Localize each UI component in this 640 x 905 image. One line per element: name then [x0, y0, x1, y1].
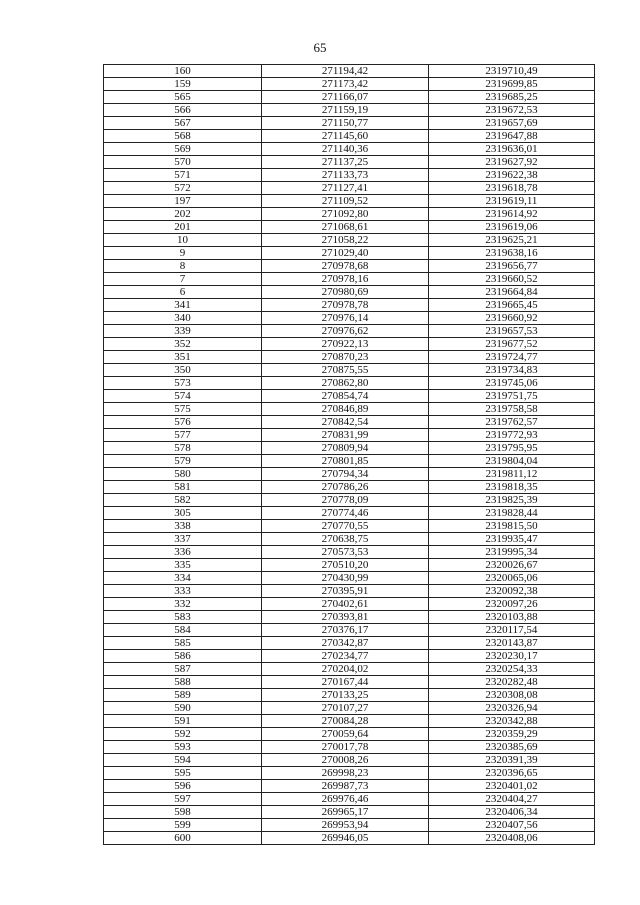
y-coordinate-cell: 2319657,53 — [429, 325, 595, 338]
table-row — [104, 520, 595, 533]
x-coordinate-cell: 271173,42 — [262, 78, 429, 91]
table-row — [104, 130, 595, 143]
point-number-cell: 590 — [104, 702, 262, 715]
point-number-cell: 202 — [104, 208, 262, 221]
x-coordinate-cell: 271166,07 — [262, 91, 429, 104]
y-coordinate-cell: 2319627,92 — [429, 156, 595, 169]
table-row — [104, 494, 595, 507]
table-row — [104, 390, 595, 403]
y-coordinate-cell: 2319657,69 — [429, 117, 595, 130]
x-coordinate-cell: 271150,77 — [262, 117, 429, 130]
x-coordinate-cell: 270107,27 — [262, 702, 429, 715]
point-number-cell: 9 — [104, 247, 262, 260]
y-coordinate-cell: 2319699,85 — [429, 78, 595, 91]
y-coordinate-cell: 2319672,53 — [429, 104, 595, 117]
x-coordinate-cell: 271092,80 — [262, 208, 429, 221]
y-coordinate-cell: 2319625,21 — [429, 234, 595, 247]
table-row — [104, 78, 595, 91]
x-coordinate-cell: 270778,09 — [262, 494, 429, 507]
x-coordinate-cell: 270133,25 — [262, 689, 429, 702]
point-number-cell: 584 — [104, 624, 262, 637]
point-number-cell: 567 — [104, 117, 262, 130]
point-number-cell: 596 — [104, 780, 262, 793]
point-number-cell: 569 — [104, 143, 262, 156]
point-number-cell: 575 — [104, 403, 262, 416]
table-row — [104, 611, 595, 624]
x-coordinate-cell: 271058,22 — [262, 234, 429, 247]
point-number-cell: 598 — [104, 806, 262, 819]
table-row — [104, 663, 595, 676]
point-number-cell: 340 — [104, 312, 262, 325]
y-coordinate-cell: 2320408,06 — [429, 832, 595, 845]
y-coordinate-cell: 2319772,93 — [429, 429, 595, 442]
table-row — [104, 65, 595, 78]
x-coordinate-cell: 271068,61 — [262, 221, 429, 234]
point-number-cell: 8 — [104, 260, 262, 273]
y-coordinate-cell: 2319647,88 — [429, 130, 595, 143]
y-coordinate-cell: 2319660,52 — [429, 273, 595, 286]
point-number-cell: 578 — [104, 442, 262, 455]
table-row — [104, 806, 595, 819]
table-row — [104, 481, 595, 494]
x-coordinate-cell: 270430,99 — [262, 572, 429, 585]
table-row — [104, 221, 595, 234]
table-row — [104, 143, 595, 156]
y-coordinate-cell: 2319614,92 — [429, 208, 595, 221]
table-row — [104, 728, 595, 741]
y-coordinate-cell: 2319795,95 — [429, 442, 595, 455]
x-coordinate-cell: 270831,99 — [262, 429, 429, 442]
x-coordinate-cell: 270862,80 — [262, 377, 429, 390]
point-number-cell: 582 — [104, 494, 262, 507]
point-number-cell: 7 — [104, 273, 262, 286]
point-number-cell: 332 — [104, 598, 262, 611]
x-coordinate-cell: 271140,36 — [262, 143, 429, 156]
x-coordinate-cell: 270794,34 — [262, 468, 429, 481]
point-number-cell: 577 — [104, 429, 262, 442]
x-coordinate-cell: 270978,16 — [262, 273, 429, 286]
y-coordinate-cell: 2320401,02 — [429, 780, 595, 793]
x-coordinate-cell: 271194,42 — [262, 65, 429, 78]
point-number-cell: 587 — [104, 663, 262, 676]
x-coordinate-cell: 270976,62 — [262, 325, 429, 338]
point-number-cell: 337 — [104, 533, 262, 546]
table-row — [104, 91, 595, 104]
point-number-cell: 338 — [104, 520, 262, 533]
point-number-cell: 581 — [104, 481, 262, 494]
y-coordinate-cell: 2320406,34 — [429, 806, 595, 819]
table-row — [104, 429, 595, 442]
point-number-cell: 571 — [104, 169, 262, 182]
x-coordinate-cell: 270786,26 — [262, 481, 429, 494]
point-number-cell: 335 — [104, 559, 262, 572]
table-row — [104, 325, 595, 338]
y-coordinate-cell: 2320342,88 — [429, 715, 595, 728]
y-coordinate-cell: 2319734,83 — [429, 364, 595, 377]
y-coordinate-cell: 2320026,67 — [429, 559, 595, 572]
point-number-cell: 350 — [104, 364, 262, 377]
y-coordinate-cell: 2320385,69 — [429, 741, 595, 754]
x-coordinate-cell: 270204,02 — [262, 663, 429, 676]
table-row — [104, 832, 595, 845]
x-coordinate-cell: 270978,68 — [262, 260, 429, 273]
x-coordinate-cell: 270376,17 — [262, 624, 429, 637]
table-row — [104, 351, 595, 364]
y-coordinate-cell: 2320230,17 — [429, 650, 595, 663]
x-coordinate-cell: 270846,89 — [262, 403, 429, 416]
x-coordinate-cell: 270809,94 — [262, 442, 429, 455]
coordinates-table-body — [104, 65, 595, 845]
y-coordinate-cell: 2319811,12 — [429, 468, 595, 481]
y-coordinate-cell: 2319745,06 — [429, 377, 595, 390]
y-coordinate-cell: 2319751,75 — [429, 390, 595, 403]
table-row — [104, 455, 595, 468]
point-number-cell: 572 — [104, 182, 262, 195]
y-coordinate-cell: 2319935,47 — [429, 533, 595, 546]
point-number-cell: 576 — [104, 416, 262, 429]
table-row — [104, 546, 595, 559]
point-number-cell: 6 — [104, 286, 262, 299]
y-coordinate-cell: 2320117,54 — [429, 624, 595, 637]
x-coordinate-cell: 270059,64 — [262, 728, 429, 741]
table-row — [104, 507, 595, 520]
x-coordinate-cell: 271145,60 — [262, 130, 429, 143]
point-number-cell: 566 — [104, 104, 262, 117]
x-coordinate-cell: 270084,28 — [262, 715, 429, 728]
page-number: 65 — [313, 40, 327, 55]
y-coordinate-cell: 2320407,56 — [429, 819, 595, 832]
point-number-cell: 586 — [104, 650, 262, 663]
table-row — [104, 468, 595, 481]
x-coordinate-cell: 269987,73 — [262, 780, 429, 793]
y-coordinate-cell: 2319710,49 — [429, 65, 595, 78]
y-coordinate-cell: 2320396,65 — [429, 767, 595, 780]
x-coordinate-cell: 270774,46 — [262, 507, 429, 520]
table-row — [104, 598, 595, 611]
y-coordinate-cell: 2320404,27 — [429, 793, 595, 806]
point-number-cell: 600 — [104, 832, 262, 845]
y-coordinate-cell: 2319664,84 — [429, 286, 595, 299]
y-coordinate-cell: 2319677,52 — [429, 338, 595, 351]
x-coordinate-cell: 270854,74 — [262, 390, 429, 403]
point-number-cell: 583 — [104, 611, 262, 624]
table-row — [104, 416, 595, 429]
table-row — [104, 624, 595, 637]
point-number-cell: 341 — [104, 299, 262, 312]
y-coordinate-cell: 2320326,94 — [429, 702, 595, 715]
x-coordinate-cell: 269946,05 — [262, 832, 429, 845]
x-coordinate-cell: 269998,23 — [262, 767, 429, 780]
y-coordinate-cell: 2319622,38 — [429, 169, 595, 182]
point-number-cell: 333 — [104, 585, 262, 598]
x-coordinate-cell: 270234,77 — [262, 650, 429, 663]
x-coordinate-cell: 269953,94 — [262, 819, 429, 832]
point-number-cell: 351 — [104, 351, 262, 364]
x-coordinate-cell: 270167,44 — [262, 676, 429, 689]
point-number-cell: 159 — [104, 78, 262, 91]
point-number-cell: 591 — [104, 715, 262, 728]
point-number-cell: 593 — [104, 741, 262, 754]
x-coordinate-cell: 270875,55 — [262, 364, 429, 377]
point-number-cell: 585 — [104, 637, 262, 650]
table-row — [104, 676, 595, 689]
point-number-cell: 197 — [104, 195, 262, 208]
x-coordinate-cell: 270510,20 — [262, 559, 429, 572]
x-coordinate-cell: 270978,78 — [262, 299, 429, 312]
table-row — [104, 104, 595, 117]
x-coordinate-cell: 270638,75 — [262, 533, 429, 546]
table-row — [104, 715, 595, 728]
point-number-cell: 339 — [104, 325, 262, 338]
table-row — [104, 637, 595, 650]
y-coordinate-cell: 2320092,38 — [429, 585, 595, 598]
y-coordinate-cell: 2319618,78 — [429, 182, 595, 195]
table-row — [104, 403, 595, 416]
coordinates-table — [103, 64, 595, 845]
table-row — [104, 338, 595, 351]
x-coordinate-cell: 270402,61 — [262, 598, 429, 611]
table-row — [104, 754, 595, 767]
y-coordinate-cell: 2319825,39 — [429, 494, 595, 507]
point-number-cell: 160 — [104, 65, 262, 78]
y-coordinate-cell: 2320097,26 — [429, 598, 595, 611]
point-number-cell: 588 — [104, 676, 262, 689]
point-number-cell: 592 — [104, 728, 262, 741]
y-coordinate-cell: 2320391,39 — [429, 754, 595, 767]
point-number-cell: 597 — [104, 793, 262, 806]
x-coordinate-cell: 271137,25 — [262, 156, 429, 169]
y-coordinate-cell: 2319804,04 — [429, 455, 595, 468]
y-coordinate-cell: 2320359,29 — [429, 728, 595, 741]
x-coordinate-cell: 270980,69 — [262, 286, 429, 299]
point-number-cell: 568 — [104, 130, 262, 143]
y-coordinate-cell: 2320143,87 — [429, 637, 595, 650]
x-coordinate-cell: 271127,41 — [262, 182, 429, 195]
y-coordinate-cell: 2319685,25 — [429, 91, 595, 104]
y-coordinate-cell: 2320103,88 — [429, 611, 595, 624]
table-row — [104, 247, 595, 260]
x-coordinate-cell: 270393,81 — [262, 611, 429, 624]
table-row — [104, 156, 595, 169]
table-row — [104, 702, 595, 715]
y-coordinate-cell: 2319665,45 — [429, 299, 595, 312]
y-coordinate-cell: 2319762,57 — [429, 416, 595, 429]
x-coordinate-cell: 270801,85 — [262, 455, 429, 468]
x-coordinate-cell: 271133,73 — [262, 169, 429, 182]
x-coordinate-cell: 271109,52 — [262, 195, 429, 208]
table-row — [104, 299, 595, 312]
point-number-cell: 579 — [104, 455, 262, 468]
table-row — [104, 117, 595, 130]
point-number-cell: 574 — [104, 390, 262, 403]
table-row — [104, 364, 595, 377]
table-row — [104, 650, 595, 663]
table-row — [104, 533, 595, 546]
y-coordinate-cell: 2319995,34 — [429, 546, 595, 559]
table-row — [104, 234, 595, 247]
x-coordinate-cell: 270573,53 — [262, 546, 429, 559]
table-row — [104, 273, 595, 286]
y-coordinate-cell: 2319638,16 — [429, 247, 595, 260]
x-coordinate-cell: 271159,19 — [262, 104, 429, 117]
y-coordinate-cell: 2319815,50 — [429, 520, 595, 533]
y-coordinate-cell: 2319619,06 — [429, 221, 595, 234]
x-coordinate-cell: 270976,14 — [262, 312, 429, 325]
table-row — [104, 195, 595, 208]
table-row — [104, 572, 595, 585]
y-coordinate-cell: 2319636,01 — [429, 143, 595, 156]
table-row — [104, 182, 595, 195]
x-coordinate-cell: 270842,54 — [262, 416, 429, 429]
point-number-cell: 352 — [104, 338, 262, 351]
table-row — [104, 312, 595, 325]
point-number-cell: 595 — [104, 767, 262, 780]
x-coordinate-cell: 269965,17 — [262, 806, 429, 819]
point-number-cell: 565 — [104, 91, 262, 104]
x-coordinate-cell: 270922,13 — [262, 338, 429, 351]
x-coordinate-cell: 270870,23 — [262, 351, 429, 364]
x-coordinate-cell: 270342,87 — [262, 637, 429, 650]
point-number-cell: 589 — [104, 689, 262, 702]
y-coordinate-cell: 2319724,77 — [429, 351, 595, 364]
table-row — [104, 169, 595, 182]
table-row — [104, 286, 595, 299]
table-row — [104, 689, 595, 702]
table-row — [104, 741, 595, 754]
y-coordinate-cell: 2319619,11 — [429, 195, 595, 208]
point-number-cell: 334 — [104, 572, 262, 585]
point-number-cell: 570 — [104, 156, 262, 169]
point-number-cell: 305 — [104, 507, 262, 520]
x-coordinate-cell: 270008,26 — [262, 754, 429, 767]
x-coordinate-cell: 270770,55 — [262, 520, 429, 533]
x-coordinate-cell: 269976,46 — [262, 793, 429, 806]
x-coordinate-cell: 270017,78 — [262, 741, 429, 754]
point-number-cell: 201 — [104, 221, 262, 234]
table-row — [104, 260, 595, 273]
y-coordinate-cell: 2319758,58 — [429, 403, 595, 416]
point-number-cell: 336 — [104, 546, 262, 559]
y-coordinate-cell: 2320282,48 — [429, 676, 595, 689]
table-row — [104, 442, 595, 455]
table-row — [104, 585, 595, 598]
table-row — [104, 767, 595, 780]
point-number-cell: 573 — [104, 377, 262, 390]
point-number-cell: 594 — [104, 754, 262, 767]
y-coordinate-cell: 2319660,92 — [429, 312, 595, 325]
table-row — [104, 819, 595, 832]
x-coordinate-cell: 271029,40 — [262, 247, 429, 260]
table-row — [104, 377, 595, 390]
y-coordinate-cell: 2319828,44 — [429, 507, 595, 520]
point-number-cell: 599 — [104, 819, 262, 832]
y-coordinate-cell: 2320308,08 — [429, 689, 595, 702]
table-row — [104, 780, 595, 793]
point-number-cell: 580 — [104, 468, 262, 481]
table-row — [104, 559, 595, 572]
table-row — [104, 208, 595, 221]
y-coordinate-cell: 2319818,35 — [429, 481, 595, 494]
y-coordinate-cell: 2320254,33 — [429, 663, 595, 676]
table-row — [104, 793, 595, 806]
y-coordinate-cell: 2320065,06 — [429, 572, 595, 585]
x-coordinate-cell: 270395,91 — [262, 585, 429, 598]
y-coordinate-cell: 2319656,77 — [429, 260, 595, 273]
point-number-cell: 10 — [104, 234, 262, 247]
